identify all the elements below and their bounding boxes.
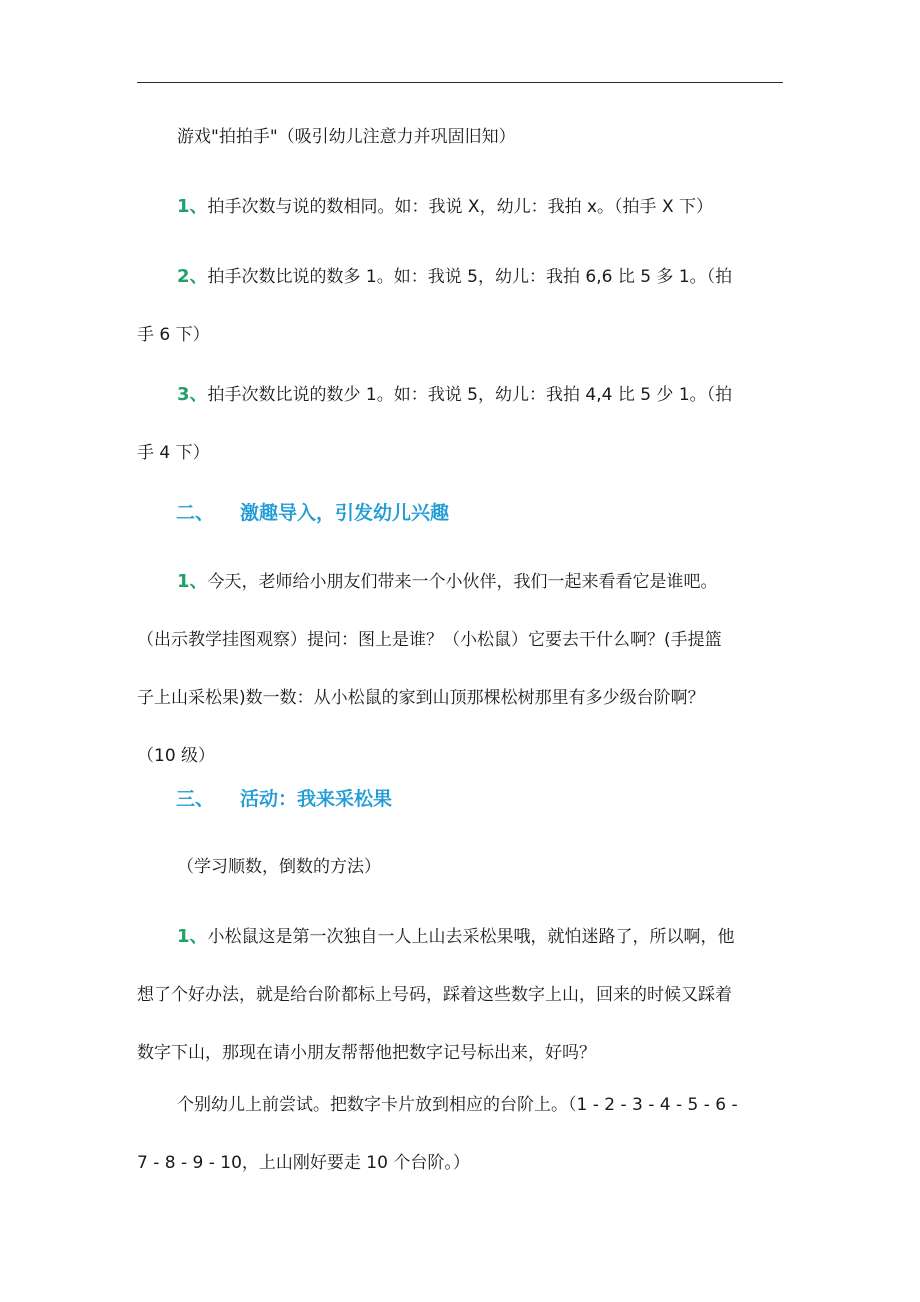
rule-text: 拍手次数与说的数相同。如：我说 X，幼儿：我拍 x。（拍手 X 下） <box>207 197 713 217</box>
rule-number: 1、 <box>177 196 208 217</box>
section-title: 活动：我来采松果 <box>240 788 393 810</box>
game-rule-3 <box>137 366 783 482</box>
rule-text: 拍手次数比说的数多 1。如：我说 5，幼儿：我拍 6,6 比 5 多 1。（拍 <box>207 267 733 287</box>
rule-text-cont: 手 4 下） <box>137 443 210 463</box>
game-rule-1 <box>137 178 783 236</box>
section-title: 激趣导入，引发幼儿兴趣 <box>240 502 450 524</box>
para-line: 数字下山，那现在请小朋友帮帮他把数字记号标出来，好吗？ <box>137 1043 596 1063</box>
subtitle-text: （学习顺数，倒数的方法） <box>177 857 381 877</box>
para-line: 7 - 8 - 9 - 10，上山刚好要走 10 个台阶。） <box>137 1153 470 1173</box>
section-number: 二、 <box>176 502 215 524</box>
game-intro-text: 游戏"拍拍手"（吸引幼儿注意力并巩固旧知） <box>177 127 516 147</box>
section3-paragraph-2 <box>137 1076 783 1192</box>
para-number: 1、 <box>177 571 208 592</box>
section3-subtitle <box>137 838 783 896</box>
para-line: 子上山采松果)数一数：从小松鼠的家到山顶那棵松树那里有多少级台阶啊？ <box>137 688 705 708</box>
section2-paragraph <box>137 553 783 785</box>
para-line: （出示教学挂图观察）提问：图上是谁？（小松鼠）它要去干什么啊？(手提篮 <box>137 630 722 650</box>
rule-number: 2、 <box>177 266 208 287</box>
section3-paragraph-1 <box>137 908 783 1082</box>
game-rule-2 <box>137 248 783 364</box>
para-line: 小松鼠这是第一次独自一人上山去采松果哦，就怕迷路了，所以啊，他 <box>207 927 735 947</box>
rule-text-cont: 手 6 下） <box>137 325 210 345</box>
para-line: 想了个好办法，就是给台阶都标上号码，踩着这些数字上山，回来的时候又踩着 <box>137 985 732 1005</box>
section-heading-3 <box>176 784 392 814</box>
rule-text: 拍手次数比说的数少 1。如：我说 5，幼儿：我拍 4,4 比 5 少 1。（拍 <box>207 385 733 405</box>
header-rule <box>137 82 783 83</box>
para-line: 今天，老师给小朋友们带来一个小伙伴，我们一起来看看它是谁吧。 <box>207 572 718 592</box>
section-number: 三、 <box>176 788 215 810</box>
game-intro <box>137 108 783 166</box>
rule-number: 3、 <box>177 384 208 405</box>
para-number: 1、 <box>177 926 208 947</box>
section-heading-2 <box>176 498 449 528</box>
para-line: 个别幼儿上前尝试。把数字卡片放到相应的台阶上。（1 - 2 - 3 - 4 - 5 - 6 - <box>177 1095 738 1115</box>
para-line: （10 级） <box>137 746 216 766</box>
